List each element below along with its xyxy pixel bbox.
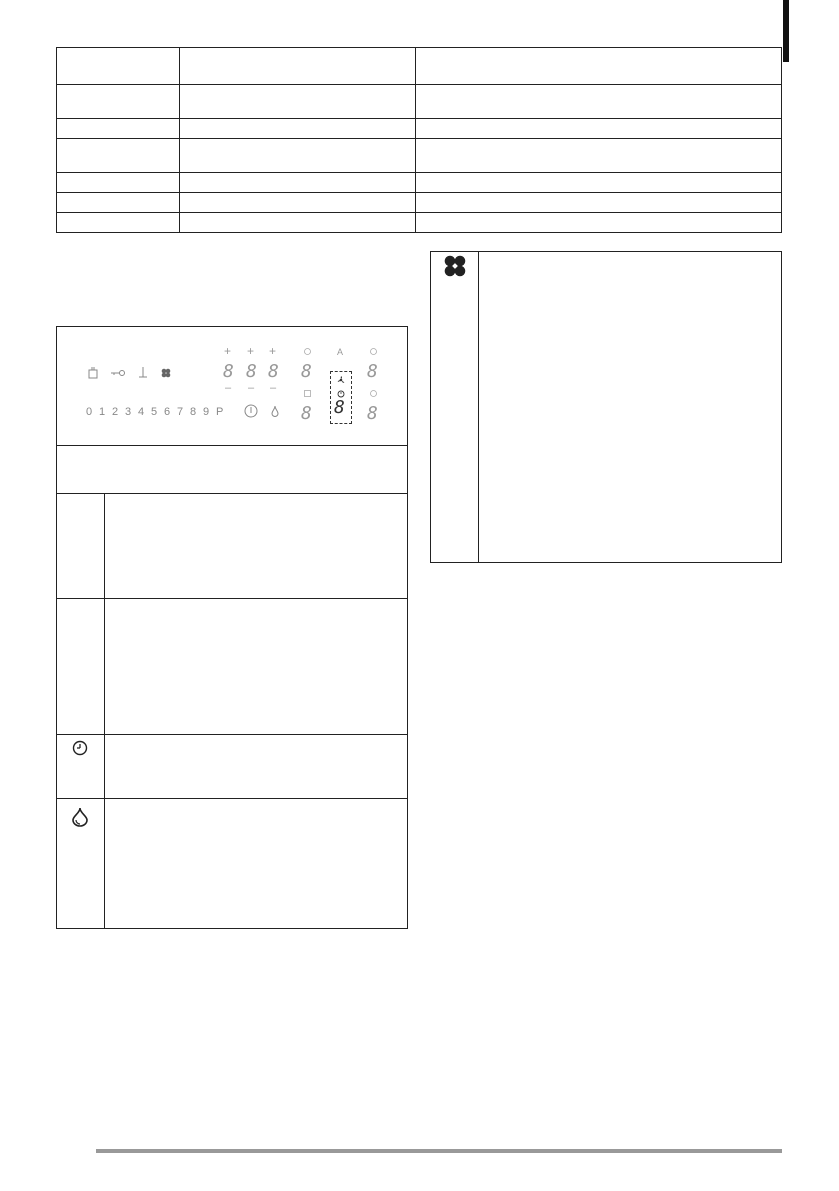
- fan-icon: [444, 255, 466, 277]
- timer-display: 8: [301, 361, 312, 382]
- panel-caption-row: [57, 445, 407, 494]
- level-label[interactable]: 6: [164, 406, 171, 418]
- zone-minus-button[interactable]: –: [248, 382, 255, 394]
- timer-display: 8: [367, 403, 378, 424]
- zone-plus-button[interactable]: +: [269, 344, 277, 358]
- level-label[interactable]: 4: [138, 406, 145, 418]
- table-row: [57, 213, 782, 233]
- bridge-icon: [138, 367, 148, 379]
- zone-minus-button[interactable]: –: [225, 382, 232, 394]
- icon-cell: [57, 735, 105, 798]
- timer-display: 8: [367, 361, 378, 382]
- clock-icon: [370, 348, 377, 355]
- control-panel-diagram: [57, 327, 407, 446]
- fan-icon: [161, 368, 171, 378]
- footer-rule: [96, 1149, 782, 1153]
- page-edge-tab: [783, 0, 789, 62]
- level-label[interactable]: P: [216, 406, 224, 418]
- top-table: [56, 47, 782, 233]
- level-label[interactable]: 8: [190, 406, 197, 418]
- power-icon[interactable]: [244, 404, 258, 418]
- level-label[interactable]: 0: [86, 406, 93, 418]
- level-label[interactable]: 9: [203, 406, 210, 418]
- table-row: [57, 193, 782, 213]
- pause-icon: [88, 367, 98, 379]
- clock-icon: [304, 390, 311, 397]
- right-info-box: [430, 251, 782, 563]
- zone-display: 8: [223, 361, 234, 382]
- zone-display: 8: [268, 361, 279, 382]
- table-row: [57, 735, 407, 799]
- table-row: [57, 799, 407, 928]
- zone-minus-button[interactable]: –: [270, 382, 277, 394]
- zone-plus-button[interactable]: +: [224, 344, 232, 358]
- table-row: [57, 85, 782, 119]
- fan-icon[interactable]: [335, 375, 347, 385]
- zone-display: 8: [246, 361, 257, 382]
- zone-plus-button[interactable]: +: [247, 344, 255, 358]
- level-label[interactable]: 5: [151, 406, 158, 418]
- auto-label: A: [337, 347, 344, 357]
- icon-cell: [57, 493, 105, 598]
- table-row: [57, 173, 782, 193]
- table-row: [57, 119, 782, 139]
- level-label[interactable]: 3: [125, 406, 132, 418]
- level-label[interactable]: 7: [177, 406, 184, 418]
- clock-icon: [304, 348, 311, 355]
- table-row: [57, 599, 407, 735]
- clock-icon: [72, 740, 88, 756]
- level-label[interactable]: 2: [112, 406, 119, 418]
- hood-control-group: [330, 371, 352, 424]
- key-icon: [111, 369, 125, 377]
- drop-icon[interactable]: [271, 406, 279, 417]
- drop-icon: [71, 807, 89, 827]
- table-row: [57, 48, 782, 85]
- level-label[interactable]: 1: [99, 406, 106, 418]
- table-row: [57, 493, 407, 599]
- icon-cell: [57, 599, 105, 734]
- timer-display: 8: [301, 403, 312, 424]
- icon-cell: [431, 252, 479, 562]
- clock-icon: [370, 390, 377, 397]
- icon-cell: [57, 799, 105, 928]
- control-panel-box: [56, 326, 408, 929]
- table-row: [57, 139, 782, 173]
- hood-display: 8: [334, 397, 345, 418]
